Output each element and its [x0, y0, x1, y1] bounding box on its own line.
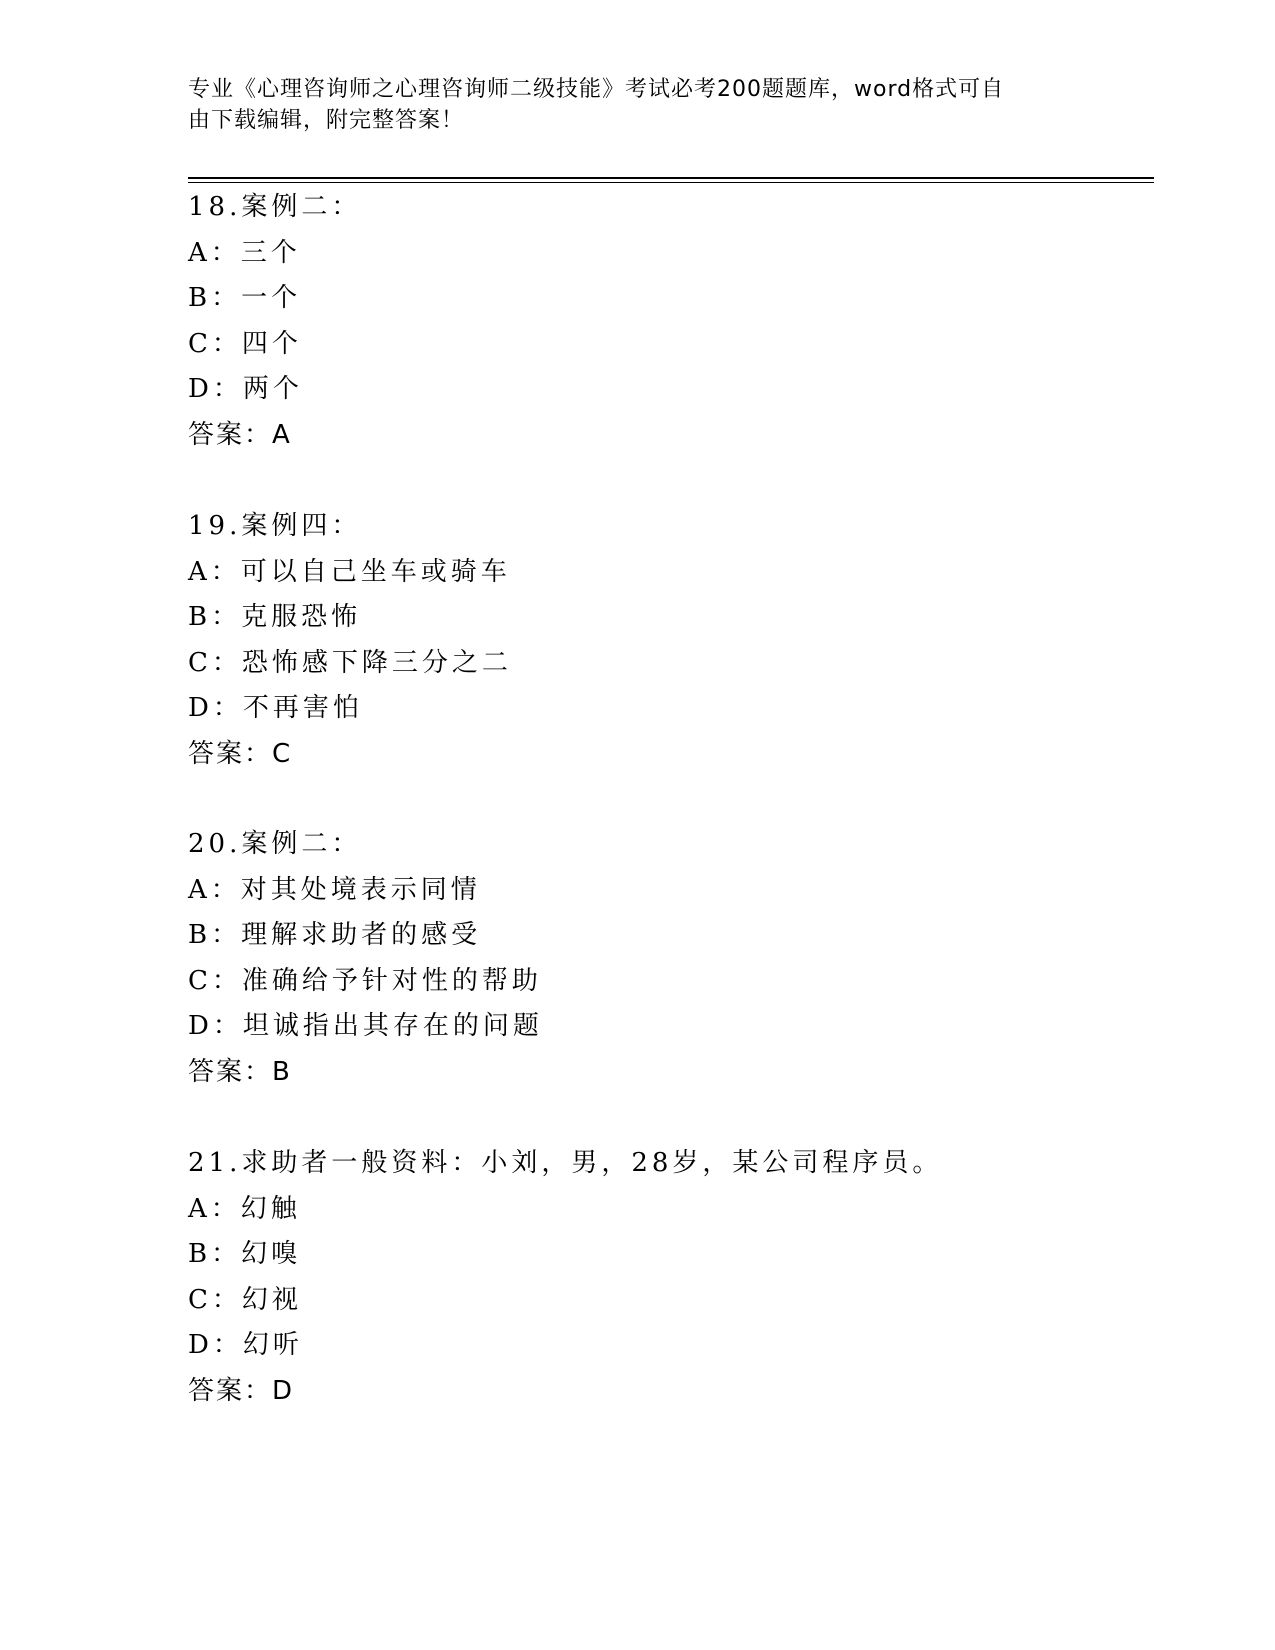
- answer: 答案：D: [188, 1375, 295, 1406]
- option-c: C：四个: [188, 328, 302, 359]
- option-c: C：恐怖感下降三分之二: [188, 647, 512, 678]
- document-header: [188, 74, 1068, 136]
- option-b: B：理解求助者的感受: [188, 920, 482, 950]
- option-a: A：对其处境表示同情: [188, 874, 481, 905]
- option-a: A：三个: [188, 237, 301, 268]
- answer: 答案：A: [188, 419, 292, 450]
- question-19: [188, 504, 1138, 777]
- option-d: D：幻听: [188, 1330, 303, 1360]
- option-b: B：幻嗅: [188, 1239, 302, 1269]
- question-title: 20.案例二：: [188, 829, 362, 859]
- option-d: D：坦诚指出其存在的问题: [188, 1011, 543, 1041]
- option-a: A：可以自己坐车或骑车: [188, 556, 511, 587]
- header-line-1: 专业《心理咨询师之心理咨询师二级技能》考试必考200题题库，word格式可自: [188, 77, 1005, 102]
- question-21: [188, 1141, 1138, 1414]
- answer: 答案：B: [188, 1056, 292, 1087]
- option-c: C：幻视: [188, 1284, 302, 1315]
- answer: 答案：C: [188, 738, 293, 769]
- option-d: D：不再害怕: [188, 693, 363, 723]
- header-divider-thin: [188, 182, 1154, 183]
- option-d: D：两个: [188, 374, 303, 404]
- option-b: B：克服恐怖: [188, 602, 362, 632]
- option-a: A：幻触: [188, 1193, 301, 1224]
- question-20: [188, 822, 1138, 1095]
- option-c: C：准确给予针对性的帮助: [188, 965, 542, 996]
- option-b: B：一个: [188, 283, 302, 313]
- header-line-2: 由下载编辑，附完整答案！: [188, 108, 465, 133]
- question-title: 18.案例二：: [188, 192, 362, 222]
- header-divider-thick: [188, 177, 1154, 179]
- question-title: 21.求助者一般资料：小刘，男，28岁，某公司程序员。: [188, 1148, 943, 1178]
- question-title: 19.案例四：: [188, 511, 362, 541]
- question-18: [188, 185, 1138, 458]
